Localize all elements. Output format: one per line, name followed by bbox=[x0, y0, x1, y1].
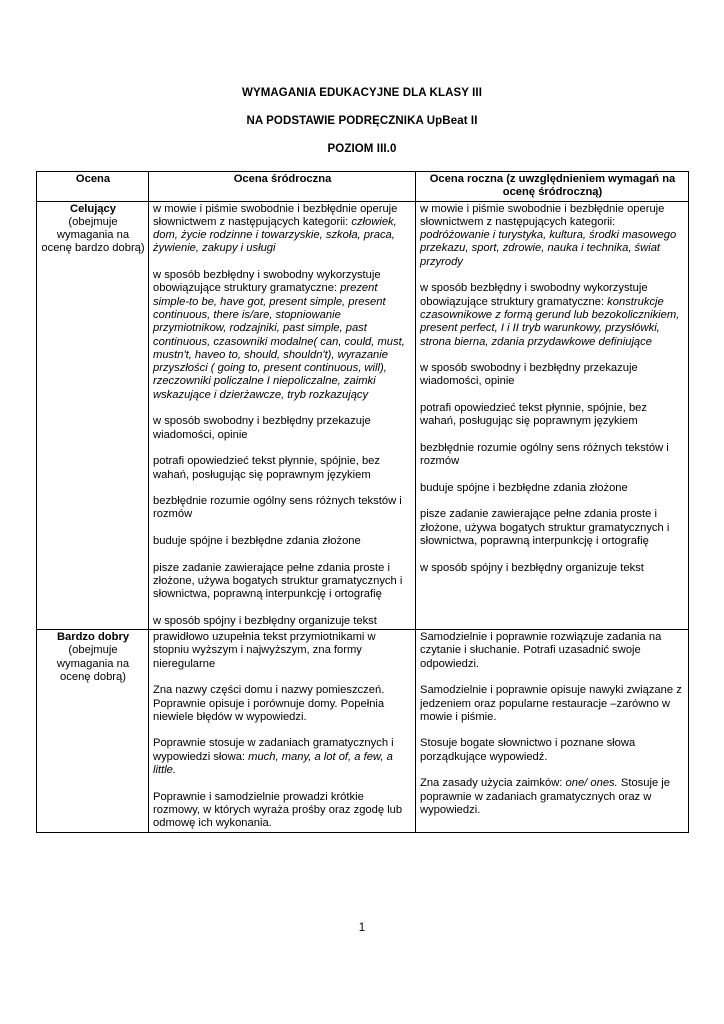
requirement-text: Zna nazwy części domu i nazwy pomieszczeń. Poprawnie opisuje i porównuje domy. Popełnia niewiele błędów w wypowiedzi. bbox=[153, 684, 385, 723]
grade-note: (obejmuje wymagania na ocenę bardzo dobrą) bbox=[41, 215, 145, 255]
requirement-text: Stosuje je poprawnie w zadaniach gramatycznych oraz w wypowiedzi. bbox=[420, 777, 671, 816]
requirement-text: w mowie i piśmie swobodnie i bezbłędnie operuje słownictwem z następujących kategorii: bbox=[153, 202, 398, 228]
requirement-paragraph bbox=[153, 684, 412, 724]
requirement-paragraph bbox=[420, 362, 685, 389]
requirement-text: w sposób bezbłędny i swobodny wykorzystuje obowiązujące struktury gramatyczne: bbox=[153, 269, 381, 295]
requirement-text: bezbłędnie rozumie ogólny sens różnych tekstów i rozmów bbox=[420, 441, 669, 468]
document-title: WYMAGANIA EDUKACYJNE DLA KLASY III bbox=[241, 87, 482, 99]
midterm-requirements-cell bbox=[149, 201, 416, 630]
grade-note: (obejmuje wymagania na ocenę dobrą) bbox=[56, 644, 130, 683]
requirement-text: buduje spójne i bezbłędne zdania złożone bbox=[420, 481, 628, 494]
requirement-text: Samodzielnie i poprawnie rozwiązuje zadania na czytanie i słuchanie. Potrafi uzasadnić swoje odpowiedzi. bbox=[420, 631, 662, 670]
grade-name: Celujący bbox=[69, 202, 117, 215]
requirement-paragraph bbox=[153, 737, 412, 777]
annual-requirements-cell bbox=[416, 630, 689, 832]
requirement-paragraph bbox=[420, 508, 685, 548]
requirement-italic-text: człowiek, dom, życie rodzinne i towarzyskie, szkoła, praca, żywienie, zakupy i usługi bbox=[153, 215, 397, 255]
requirement-text: w sposób swobodny i bezbłędny przekazuje wiadomości, opinie bbox=[153, 415, 371, 441]
requirement-text: w sposób swobodny i bezbłędny przekazuje wiadomości, opinie bbox=[420, 362, 638, 388]
requirement-text: Samodzielnie i poprawnie opisuje nawyki związane z jedzeniem oraz popularne restauracje –zarówno w mowie i piśmie. bbox=[420, 684, 682, 723]
requirement-paragraph bbox=[153, 535, 412, 548]
requirement-paragraph bbox=[420, 737, 685, 764]
requirement-text: Poprawnie i samodzielnie prowadzi krótkie rozmowy, w których wyraża prośby oraz zgodę lub odmowę ich wykonania. bbox=[153, 790, 403, 830]
requirement-paragraph bbox=[153, 495, 412, 522]
requirement-text: w mowie i piśmie swobodnie i bezbłędnie operuje słownictwem z następujących kategorii: bbox=[420, 202, 665, 228]
requirement-text: potrafi opowiedzieć tekst płynnie, spójnie, bez wahań, posługując się poprawnym językiem bbox=[153, 455, 380, 481]
requirement-paragraph bbox=[153, 415, 412, 442]
column-header-annual: Ocena roczna (z uwzględnieniem wymagań na ocenę śródroczną) bbox=[416, 172, 689, 202]
requirement-paragraph bbox=[153, 615, 412, 628]
requirement-text: bezbłędnie rozumie ogólny sens różnych tekstów i rozmów bbox=[153, 495, 402, 521]
column-header-midterm: Ocena śródroczna bbox=[149, 172, 416, 202]
requirement-paragraph bbox=[420, 777, 685, 817]
grade-cell bbox=[37, 630, 149, 832]
requirement-text: Poprawnie stosuje w zadaniach gramatycznych i wypowiedzi słowa: bbox=[153, 737, 394, 763]
requirement-paragraph bbox=[153, 203, 412, 256]
requirement-text: pisze zadanie zawierające pełne zdania proste i złożone, używa bogatych struktur gramatycznych i słownictwa, poprawną interpunkcję i ortografię bbox=[420, 508, 670, 548]
requirement-italic-text: prezent simple-to be, have got, present simple, present continuous, there is/are, stopniowanie przymiotnikow, rodzajniki, past simple, past continuous, czasowniki modalne( can, could, must, mustn't, haveo to, should, shouldn't), wyrazanie przyszłości ( going to, present continuous, will), rzeczowniki policzalne I niepoliczalne, zaimki wskazujące i dzierżawcze, tryb rozkazujący bbox=[153, 282, 405, 401]
requirement-paragraph bbox=[420, 282, 685, 348]
page-number: 1 bbox=[358, 922, 366, 934]
requirement-text: prawidłowo uzupełnia tekst przymiotnikami w stopniu wyższym i najwyższym, zna formy nieregularne bbox=[153, 631, 376, 670]
requirement-text: potrafi opowiedzieć tekst płynnie, spójnie, bez wahań, posługując się poprawnym językiem bbox=[420, 402, 647, 428]
requirement-paragraph bbox=[420, 482, 685, 495]
requirement-paragraph bbox=[420, 402, 685, 429]
requirement-paragraph bbox=[153, 562, 412, 602]
document-level: POZIOM III.0 bbox=[327, 143, 397, 155]
requirement-italic-text: much, many, a lot of, a few, a little. bbox=[153, 750, 393, 777]
requirement-text: w sposób spójny i bezbłędny organizuje tekst bbox=[153, 614, 377, 627]
requirement-paragraph bbox=[420, 562, 685, 575]
requirement-paragraph bbox=[420, 684, 685, 724]
requirement-text: Stosuje bogate słownictwo i poznane słowa porządkujące wypowiedź. bbox=[420, 737, 636, 763]
requirement-paragraph bbox=[420, 442, 685, 469]
requirement-paragraph bbox=[153, 631, 412, 671]
requirement-paragraph bbox=[420, 631, 685, 671]
table-header-row bbox=[37, 172, 689, 202]
table-row bbox=[37, 201, 689, 630]
requirement-italic-text: konstrukcje czasownikowe z formą gerund lub bezokolicznikiem, present perfect, I i II tryb warunkowy, przysłówki, strona bierna, zdania przydawkowe definiujące bbox=[420, 295, 680, 348]
table-row bbox=[37, 630, 689, 832]
grade-cell bbox=[37, 201, 149, 630]
annual-requirements-cell bbox=[416, 201, 689, 630]
requirements-table bbox=[36, 171, 689, 833]
requirement-paragraph bbox=[153, 791, 412, 831]
requirement-italic-text: podróżowanie i turystyka, kultura, środki masowego przekazu, sport, zdrowie, nauka i technika, świat przyrody bbox=[420, 229, 677, 268]
requirement-text: w sposób spójny i bezbłędny organizuje tekst bbox=[420, 561, 644, 574]
midterm-requirements-cell bbox=[149, 630, 416, 832]
requirement-italic-text: one/ ones. bbox=[565, 777, 618, 790]
document-subtitle: NA PODSTAWIE PODRĘCZNIKA UpBeat II bbox=[246, 115, 478, 127]
requirement-paragraph bbox=[153, 455, 412, 482]
requirement-text: pisze zadanie zawierające pełne zdania proste i złożone, używa bogatych struktur gramatycznych i słownictwa, poprawną interpunkcję i ortografię bbox=[153, 561, 403, 601]
requirement-text: Zna zasady użycia zaimków: bbox=[420, 777, 563, 790]
column-header-grade: Ocena bbox=[37, 172, 149, 202]
requirement-text: w sposób bezbłędny i swobodny wykorzystuje obowiązujące struktury gramatyczne: bbox=[420, 282, 648, 308]
requirement-paragraph bbox=[420, 203, 685, 269]
requirement-paragraph bbox=[153, 269, 412, 402]
requirement-text: buduje spójne i bezbłędne zdania złożone bbox=[153, 535, 361, 548]
grade-name: Bardzo dobry bbox=[56, 631, 130, 644]
